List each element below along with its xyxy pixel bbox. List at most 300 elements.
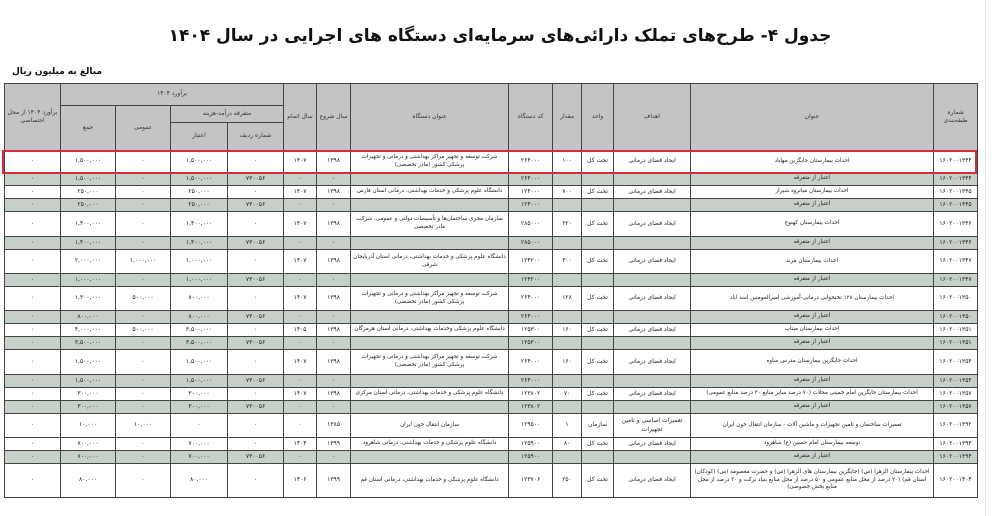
- cell-end: ۰: [284, 274, 317, 287]
- cell-start: ۱۳۹۸: [317, 324, 351, 337]
- cell-special: ۰: [5, 451, 61, 464]
- cell-org-code: ۱۲۵۳۰۰: [509, 337, 553, 350]
- cell-org-code: ۱۲۴۰۰۰: [509, 199, 553, 212]
- cell-end: ۱۴۰۷: [284, 388, 317, 401]
- cell-class-no: ۱۶۰۲۰۰۱۴۰۴: [934, 464, 978, 498]
- cell-credit: ۱,۰۰۰,۰۰۰: [171, 274, 228, 287]
- cell-total: ۱,۵۰۰,۰۰۰: [61, 375, 116, 388]
- header-special: برآورد ۱۴۰۴ از محل اختصاصی: [5, 84, 61, 151]
- table-title: جدول ۴- طرح‌های تملک دارائی‌های سرمایه‌ای دستگاه های اجرایی در سال ۱۴۰۴: [168, 26, 832, 46]
- table-subrow: [5, 375, 978, 388]
- cell-title: احداث بیمارستان الزهرا (س) (جایگزین بیمارستان های الزهرا (س) و حضرت معصومه (س) (کودکان) استان قم) (۲۰ درصد از محل منابع عمومی و ۵۰ درصد از محل منابع بنیاد برکت و ۳۰ درصد از محل منابع بخش خصوصی): [691, 464, 934, 498]
- cell-unit: تخت کل: [582, 438, 614, 451]
- cell-org-title: [351, 199, 509, 212]
- cell-org-code: ۱۲۴۲۰۰: [509, 250, 553, 274]
- table-row: [5, 287, 978, 311]
- cell-start: ۱۳۹۸: [317, 287, 351, 311]
- header-end-year: سال اتمام: [284, 84, 317, 151]
- table-row: [5, 212, 978, 237]
- cell-org-title: سازمان مجری ساختمان‌ها و تأسیسات دولتی و عمومی، شرکت مادر تخصصی: [351, 212, 509, 237]
- cell-goals: ایجاد فضای درمانی: [614, 324, 691, 337]
- cell-public: ۰: [116, 337, 171, 350]
- cell-credit: ۱,۵۰۰,۰۰۰: [171, 173, 228, 186]
- header-total: جمع: [61, 106, 116, 151]
- cell-public: ۰: [116, 438, 171, 451]
- cell-org-code: ۲۶۴۰۰۰: [509, 287, 553, 311]
- cell-public: ۰: [116, 311, 171, 324]
- cell-unit: تخت کل: [582, 212, 614, 237]
- cell-end: ۰: [284, 337, 317, 350]
- cell-org-code: ۱۲۳۸۰۲: [509, 388, 553, 401]
- cell-class-no: ۱۶۰۲۰۰۱۳۵۴: [934, 350, 978, 375]
- header-class-no: شماره طبقه‌بندی: [934, 84, 978, 151]
- cell-public: ۰: [116, 212, 171, 237]
- cell-row-no: ۰: [228, 388, 284, 401]
- cell-title: احداث بیمارستان جایگزین مهاباد: [691, 151, 934, 173]
- table-subrow: [5, 274, 978, 287]
- cell-goals: ایجاد فضای درمانی: [614, 438, 691, 451]
- cell-qty: [553, 199, 582, 212]
- cell-credit: ۱,۵۰۰,۰۰۰: [171, 375, 228, 388]
- cell-class-no: ۱۶۰۲۰۰۱۳۹۴: [934, 438, 978, 451]
- cell-qty: [553, 401, 582, 414]
- cell-public: ۰: [116, 186, 171, 199]
- cell-goals: ایجاد فضای درمانی: [614, 250, 691, 274]
- cell-title: اعتبار از متفرقه: [691, 401, 934, 414]
- cell-goals: ایجاد فضای درمانی: [614, 212, 691, 237]
- cell-unit: [582, 237, 614, 250]
- cell-title: اعتبار از متفرقه: [691, 337, 934, 350]
- cell-start: ۱۳۸۵: [317, 414, 351, 438]
- cell-org-title: دانشگاه علوم پزشکی وخدمات بهداشتی، درمانی استان هرمزگان: [351, 324, 509, 337]
- cell-credit: ۸۰۰,۰۰۰: [171, 287, 228, 311]
- cell-row-no: ۷۳۰۰۵۶: [228, 173, 284, 186]
- cell-special: ۰: [5, 414, 61, 438]
- cell-start: ۱۳۹۸: [317, 151, 351, 173]
- cell-end: ۱۴۰۷: [284, 212, 317, 237]
- cell-row-no: ۷۳۰۰۵۶: [228, 237, 284, 250]
- table-row: [5, 350, 978, 375]
- cell-unit: تخت کل: [582, 324, 614, 337]
- cell-row-no: ۰: [228, 151, 284, 173]
- cell-row-no: ۰: [228, 287, 284, 311]
- cell-start: ۱۳۹۸: [317, 388, 351, 401]
- cell-total: ۷۰۰,۰۰۰: [61, 451, 116, 464]
- header-credit: اعتبار: [171, 123, 228, 151]
- cell-row-no: ۷۳۰۰۵۶: [228, 401, 284, 414]
- cell-unit: [582, 274, 614, 287]
- cell-total: ۱۰,۰۰۰: [61, 414, 116, 438]
- cell-org-title: دانشگاه علوم پزشکی و خدمات بهداشتی، درمانی استان قم: [351, 464, 509, 498]
- cell-total: ۳۰۰,۰۰۰: [61, 388, 116, 401]
- cell-org-title: دانشگاه علوم پزشکی و خدمات بهداشتی، درمانی استان آذربایجان شرقی: [351, 250, 509, 274]
- header-unit: واحد: [582, 84, 614, 151]
- cell-qty: ۸۰: [553, 438, 582, 451]
- cell-row-no: ۰: [228, 414, 284, 438]
- cell-org-title: دانشگاه علوم پزشکی و خدمات بهداشتی، درمانی استان فارس: [351, 186, 509, 199]
- cell-row-no: ۰: [228, 250, 284, 274]
- cell-end: ۰: [284, 414, 317, 438]
- cell-org-title: شرکت توسعه و تجهیز مراکز بهداشتی و درمانی و تجهیزات پزشکی کشور (مادر تخصصی): [351, 151, 509, 173]
- table-row: [5, 388, 978, 401]
- table-subrow: [5, 337, 978, 350]
- cell-public: ۰: [116, 173, 171, 186]
- cell-end: ۱۴۰۷: [284, 350, 317, 375]
- cell-org-title: [351, 173, 509, 186]
- cell-end: ۱۴۰۷: [284, 151, 317, 173]
- cell-title: اعتبار از متفرقه: [691, 311, 934, 324]
- cell-public: ۰: [116, 401, 171, 414]
- cell-org-code: ۱۲۴۰۰۰: [509, 186, 553, 199]
- header-qty: مقدار: [553, 84, 582, 151]
- cell-qty: ۱۶۰: [553, 350, 582, 375]
- cell-end: ۰: [284, 173, 317, 186]
- cell-org-code: ۱۲۳۸۰۲: [509, 401, 553, 414]
- cell-org-title: [351, 375, 509, 388]
- cell-total: ۱,۵۰۰,۰۰۰: [61, 350, 116, 375]
- cell-special: ۰: [5, 350, 61, 375]
- cell-qty: ۱: [553, 414, 582, 438]
- cell-unit: تخت کل: [582, 186, 614, 199]
- cell-unit: تخت کل: [582, 250, 614, 274]
- cell-row-no: ۷۳۰۰۵۶: [228, 451, 284, 464]
- cell-class-no: ۱۶۰۲۰۰۱۳۵۷: [934, 388, 978, 401]
- cell-org-code: ۲۶۴۰۰۰: [509, 151, 553, 173]
- cell-total: ۸۰۰,۰۰۰: [61, 311, 116, 324]
- cell-org-title: شرکت توسعه و تجهیز مراکز بهداشتی و درمانی و تجهیزات پزشکی کشور (مادر تخصصی): [351, 287, 509, 311]
- table-subrow: [5, 451, 978, 464]
- cell-title: اعتبار از متفرقه: [691, 375, 934, 388]
- cell-credit: ۱,۵۰۰,۰۰۰: [171, 151, 228, 173]
- cell-row-no: ۷۳۰۰۵۶: [228, 375, 284, 388]
- table-subrow: [5, 311, 978, 324]
- cell-total: ۲۵۰,۰۰۰: [61, 186, 116, 199]
- cell-total: ۱,۴۰۰,۰۰۰: [61, 212, 116, 237]
- cell-credit: ۷۰۰,۰۰۰: [171, 451, 228, 464]
- cell-class-no: ۱۶۰۲۰۰۱۳۵۷: [934, 401, 978, 414]
- cell-credit: ۰: [171, 414, 228, 438]
- cell-class-no: ۱۶۰۲۰۰۱۳۹۲: [934, 414, 978, 438]
- cell-credit: ۳۰۰,۰۰۰: [171, 401, 228, 414]
- cell-qty: [553, 237, 582, 250]
- cell-unit: تخت کل: [582, 464, 614, 498]
- cell-title: احداث بیمارستان جایگزین امام خمینی محلات (۷۰ درصد سایر منابع ۳۰ درصد منابع عمومی): [691, 388, 934, 401]
- cell-public: ۵۰۰,۰۰۰: [116, 287, 171, 311]
- cell-title: اعتبار از متفرقه: [691, 237, 934, 250]
- cell-total: ۱,۵۰۰,۰۰۰: [61, 173, 116, 186]
- cell-special: ۰: [5, 337, 61, 350]
- cell-title: اعتبار از متفرقه: [691, 199, 934, 212]
- table-row: [5, 250, 978, 274]
- cell-start: ۰: [317, 311, 351, 324]
- cell-special: ۰: [5, 274, 61, 287]
- cell-special: ۰: [5, 401, 61, 414]
- cell-class-no: ۱۶۰۲۰۰۱۳۴۶: [934, 237, 978, 250]
- cell-public: ۰: [116, 350, 171, 375]
- cell-row-no: ۰: [228, 350, 284, 375]
- table-row: [5, 464, 978, 498]
- cell-title: احداث جایگزین بیمارستان مدرس ساوه: [691, 350, 934, 375]
- cell-qty: [553, 274, 582, 287]
- cell-public: ۰: [116, 274, 171, 287]
- cell-start: ۱۳۹۸: [317, 212, 351, 237]
- cell-special: ۰: [5, 250, 61, 274]
- cell-qty: [553, 451, 582, 464]
- cell-credit: ۳۰۰,۰۰۰: [171, 388, 228, 401]
- cell-org-code: ۱۲۵۹۰۰: [509, 451, 553, 464]
- cell-row-no: ۷۳۰۰۵۶: [228, 199, 284, 212]
- header-misc-group: متفرقه درآمد-هزینه: [171, 106, 284, 123]
- cell-unit: [582, 401, 614, 414]
- cell-goals: [614, 274, 691, 287]
- cell-unit: سازمان: [582, 414, 614, 438]
- cell-title: احداث بیمارستان میانرود شیراز: [691, 186, 934, 199]
- cell-qty: ۲۲۰: [553, 212, 582, 237]
- cell-unit: [582, 311, 614, 324]
- cell-unit: [582, 199, 614, 212]
- cell-credit: ۱,۵۰۰,۰۰۰: [171, 350, 228, 375]
- cell-public: ۰: [116, 151, 171, 173]
- cell-public: ۰: [116, 375, 171, 388]
- cell-org-title: [351, 337, 509, 350]
- cell-title: اعتبار از متفرقه: [691, 173, 934, 186]
- cell-special: ۰: [5, 464, 61, 498]
- cell-public: ۰: [116, 199, 171, 212]
- cell-start: ۰: [317, 337, 351, 350]
- cell-row-no: ۰: [228, 212, 284, 237]
- cell-total: ۱,۴۰۰,۰۰۰: [61, 237, 116, 250]
- cell-class-no: ۱۶۰۲۰۰۱۳۵۰: [934, 311, 978, 324]
- cell-start: ۰: [317, 173, 351, 186]
- header-title: عنوان: [691, 84, 934, 151]
- cell-goals: تعمیرات اساسی و تامین تجهیزات: [614, 414, 691, 438]
- cell-row-no: ۷۳۰۰۵۶: [228, 274, 284, 287]
- cell-end: ۰: [284, 401, 317, 414]
- cell-public: ۰: [116, 451, 171, 464]
- cell-row-no: ۰: [228, 186, 284, 199]
- cell-class-no: ۱۶۰۲۰۰۱۳۴۷: [934, 250, 978, 274]
- cell-credit: ۱,۴۰۰,۰۰۰: [171, 212, 228, 237]
- table-row: [5, 438, 978, 451]
- cell-goals: [614, 375, 691, 388]
- cell-class-no: ۱۶۰۲۰۰۱۳۴۷: [934, 274, 978, 287]
- cell-org-title: [351, 274, 509, 287]
- cell-unit: تخت کل: [582, 350, 614, 375]
- cell-row-no: ۷۳۰۰۵۶: [228, 337, 284, 350]
- cell-special: ۰: [5, 324, 61, 337]
- table-subrow: [5, 401, 978, 414]
- cell-goals: ایجاد فضای درمانی: [614, 388, 691, 401]
- cell-start: ۰: [317, 451, 351, 464]
- cell-start: ۰: [317, 237, 351, 250]
- cell-credit: ۲۵۰,۰۰۰: [171, 186, 228, 199]
- cell-end: ۰: [284, 375, 317, 388]
- cell-goals: [614, 237, 691, 250]
- cell-org-title: [351, 401, 509, 414]
- table-subrow: [5, 199, 978, 212]
- cell-class-no: ۱۶۰۲۰۰۱۳۴۴: [934, 151, 978, 173]
- cell-class-no: ۱۶۰۲۰۰۱۳۹۴: [934, 451, 978, 464]
- cell-public: ۱,۰۰۰,۰۰۰: [116, 250, 171, 274]
- cell-special: ۰: [5, 199, 61, 212]
- cell-total: ۴,۰۰۰,۰۰۰: [61, 324, 116, 337]
- cell-special: ۰: [5, 186, 61, 199]
- header-row-no: شماره ردیف: [228, 123, 284, 151]
- cell-special: ۰: [5, 375, 61, 388]
- cell-goals: [614, 199, 691, 212]
- cell-unit: تخت کل: [582, 388, 614, 401]
- cell-end: ۱۴۰۶: [284, 464, 317, 498]
- cell-org-code: ۲۶۴۰۰۰: [509, 173, 553, 186]
- cell-end: ۰: [284, 199, 317, 212]
- cell-start: ۰: [317, 274, 351, 287]
- cell-goals: [614, 311, 691, 324]
- cell-org-code: ۱۲۳۷۰۶: [509, 464, 553, 498]
- header-goals: اهداف: [614, 84, 691, 151]
- cell-org-code: ۲۸۵۰۰۰: [509, 237, 553, 250]
- cell-class-no: ۱۶۰۲۰۰۱۳۵۰: [934, 287, 978, 311]
- header-start-year: سال شروع: [317, 84, 351, 151]
- cell-public: ۰: [116, 237, 171, 250]
- cell-goals: ایجاد فضای درمانی: [614, 186, 691, 199]
- cell-qty: ۷۰: [553, 388, 582, 401]
- cell-goals: ایجاد فضای درمانی: [614, 350, 691, 375]
- cell-org-title: [351, 311, 509, 324]
- cell-goals: [614, 451, 691, 464]
- cell-title: احداث بیمارستان مرند: [691, 250, 934, 274]
- cell-class-no: ۱۶۰۲۰۰۱۳۴۴: [934, 173, 978, 186]
- cell-title: توسعه بیمارستان امام حسین (ع) شاهرود: [691, 438, 934, 451]
- cell-total: ۲۵۰,۰۰۰: [61, 199, 116, 212]
- cell-start: ۰: [317, 401, 351, 414]
- cell-org-code: ۲۶۴۰۰۰: [509, 350, 553, 375]
- cell-org-code: ۱۲۵۳۰۰: [509, 324, 553, 337]
- cell-credit: ۸۰,۰۰۰: [171, 464, 228, 498]
- cell-title: احداث بیمارستان ۱۲۸ تختخوابی درمانی-آموزشی امیرالمومنین اسد اباد: [691, 287, 934, 311]
- cell-qty: ۱۶۰: [553, 324, 582, 337]
- cell-row-no: ۰: [228, 438, 284, 451]
- cell-end: ۱۴۰۷: [284, 287, 317, 311]
- cell-qty: [553, 311, 582, 324]
- cell-unit: تخت کل: [582, 151, 614, 173]
- cell-start: ۱۳۹۸: [317, 250, 351, 274]
- cell-qty: [553, 337, 582, 350]
- cell-class-no: ۱۶۰۲۰۰۱۳۴۵: [934, 186, 978, 199]
- cell-credit: ۱,۰۰۰,۰۰۰: [171, 250, 228, 274]
- cell-total: ۳۰۰,۰۰۰: [61, 401, 116, 414]
- cell-special: ۰: [5, 212, 61, 237]
- header-estimate-group: برآورد ۱۴۰۴: [61, 84, 284, 106]
- cell-class-no: ۱۶۰۲۰۰۱۳۴۶: [934, 212, 978, 237]
- cell-start: ۱۳۹۸: [317, 186, 351, 199]
- cell-special: ۰: [5, 151, 61, 173]
- cell-total: ۷۰۰,۰۰۰: [61, 438, 116, 451]
- cell-special: ۰: [5, 438, 61, 451]
- cell-goals: [614, 173, 691, 186]
- cell-org-title: [351, 451, 509, 464]
- cell-start: ۱۳۹۹: [317, 464, 351, 498]
- cell-credit: ۳,۵۰۰,۰۰۰: [171, 337, 228, 350]
- cell-public: ۰: [116, 464, 171, 498]
- cell-credit: ۱,۴۰۰,۰۰۰: [171, 237, 228, 250]
- cell-public: ۰: [116, 388, 171, 401]
- cell-qty: ۱۲۸: [553, 287, 582, 311]
- cell-goals: ایجاد فضای درمانی: [614, 287, 691, 311]
- cell-title: اعتبار از متفرقه: [691, 274, 934, 287]
- cell-class-no: ۱۶۰۲۰۰۱۳۵۴: [934, 375, 978, 388]
- cell-qty: [553, 375, 582, 388]
- cell-qty: ۷۰۰: [553, 186, 582, 199]
- cell-goals: [614, 401, 691, 414]
- cell-total: ۳,۵۰۰,۰۰۰: [61, 337, 116, 350]
- table-row: [5, 324, 978, 337]
- cell-unit: [582, 337, 614, 350]
- header-org-code: کد دستگاه: [509, 84, 553, 151]
- cell-org-code: ۲۸۵۰۰۰: [509, 212, 553, 237]
- cell-row-no: ۰: [228, 324, 284, 337]
- cell-end: ۱۴۰۵: [284, 324, 317, 337]
- cell-org-title: [351, 237, 509, 250]
- cell-goals: [614, 337, 691, 350]
- cell-total: ۸۰,۰۰۰: [61, 464, 116, 498]
- cell-goals: ایجاد فضای درمانی: [614, 464, 691, 498]
- cell-title: اعتبار از متفرقه: [691, 451, 934, 464]
- cell-org-code: ۲۶۴۰۰۰: [509, 311, 553, 324]
- table-subrow: [5, 237, 978, 250]
- cell-public: ۵۰۰,۰۰۰: [116, 324, 171, 337]
- cell-end: ۱۴۰۴: [284, 438, 317, 451]
- cell-row-no: ۷۳۰۰۵۶: [228, 311, 284, 324]
- cell-end: ۱۴۰۷: [284, 186, 317, 199]
- cell-end: ۰: [284, 451, 317, 464]
- cell-special: ۰: [5, 237, 61, 250]
- cell-class-no: ۱۶۰۲۰۰۱۳۵۱: [934, 337, 978, 350]
- table-row: [5, 151, 978, 173]
- cell-start: ۱۳۹۹: [317, 438, 351, 451]
- cell-title: احداث بیمارستان کهنوج: [691, 212, 934, 237]
- cell-end: ۰: [284, 237, 317, 250]
- cell-unit: [582, 451, 614, 464]
- cell-unit: [582, 375, 614, 388]
- cell-end: ۱۴۰۷: [284, 250, 317, 274]
- header-org-title: عنوان دستگاه: [351, 84, 509, 151]
- cell-special: ۰: [5, 388, 61, 401]
- cell-org-code: ۱۲۴۲۰۰: [509, 274, 553, 287]
- cell-public: ۱۰,۰۰۰: [116, 414, 171, 438]
- cell-total: ۲,۰۰۰,۰۰۰: [61, 250, 116, 274]
- cell-org-code: ۲۶۴۰۰۰: [509, 375, 553, 388]
- capital-projects-table: [4, 83, 978, 498]
- cell-start: ۰: [317, 375, 351, 388]
- cell-credit: ۳,۵۰۰,۰۰۰: [171, 324, 228, 337]
- cell-org-title: دانشگاه علوم پزشکی و خدمات بهداشتی، درمانی استان مرکزی: [351, 388, 509, 401]
- cell-unit: تخت کل: [582, 287, 614, 311]
- cell-start: ۰: [317, 199, 351, 212]
- cell-special: ۰: [5, 311, 61, 324]
- cell-title: تعمیرات ساختمان و تامین تجهیزات و ماشین آلات - سازمان انتقال خون ایران: [691, 414, 934, 438]
- cell-special: ۰: [5, 173, 61, 186]
- cell-credit: ۲۵۰,۰۰۰: [171, 199, 228, 212]
- cell-credit: ۷۰۰,۰۰۰: [171, 438, 228, 451]
- cell-unit: [582, 173, 614, 186]
- cell-total: ۱,۰۰۰,۰۰۰: [61, 274, 116, 287]
- cell-org-title: سازمان انتقال خون ایران: [351, 414, 509, 438]
- table-subrow: [5, 173, 978, 186]
- cell-org-title: دانشگاه علوم پزشکی و خدمات بهداشتی، درمانی شاهرود: [351, 438, 509, 451]
- cell-class-no: ۱۶۰۲۰۰۱۳۴۵: [934, 199, 978, 212]
- cell-org-code: ۱۲۹۵۰۰: [509, 414, 553, 438]
- cell-total: ۱,۵۰۰,۰۰۰: [61, 151, 116, 173]
